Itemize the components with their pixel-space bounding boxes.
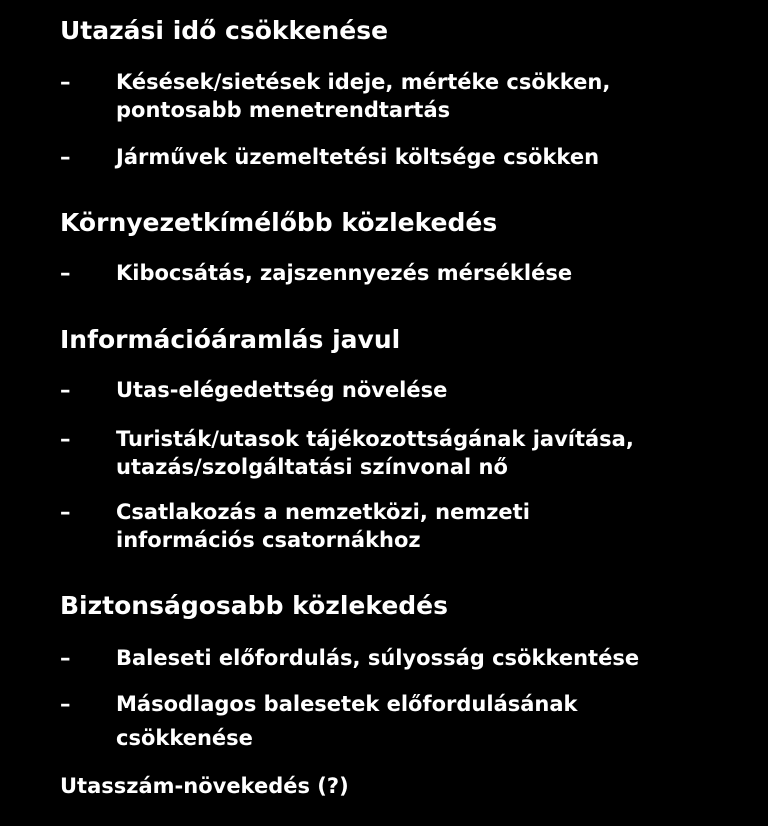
- bullet-text-line: utazás/szolgáltatási színvonal nő: [116, 455, 508, 479]
- bullet-text-line: csökkenése: [116, 726, 253, 750]
- bullet-dash: –: [60, 427, 71, 451]
- section-heading-travel-time: Utazási idő csökkenése: [60, 16, 389, 45]
- bullet-text-line: Másodlagos balesetek előfordulásának: [116, 692, 578, 716]
- bullet-dash: –: [60, 261, 71, 285]
- bullet-dash: –: [60, 692, 71, 716]
- bullet-dash: –: [60, 145, 71, 169]
- bullet-text: [116, 259, 766, 287]
- bullet-dash: –: [60, 646, 71, 670]
- passenger-growth-note: Utasszám-növekedés (?): [60, 774, 349, 798]
- bullet-text: [116, 425, 766, 481]
- bullet-dash: –: [60, 378, 71, 402]
- bullet-dash: –: [60, 500, 71, 524]
- bullet-text-line: Járművek üzemeltetési költsége csökken: [116, 145, 600, 169]
- bullet-text-line: Késések/sietések ideje, mértéke csökken,: [116, 70, 611, 94]
- bullet-text: [116, 376, 766, 404]
- bullet-text-line: információs csatornákhoz: [116, 528, 421, 552]
- bullet-text: [116, 143, 766, 171]
- bullet-text-line: Utas-elégedettség növelése: [116, 378, 448, 402]
- bullet-text-line: pontosabb menetrendtartás: [116, 98, 451, 122]
- bullet-text: [116, 690, 766, 750]
- section-heading-safety: Biztonságosabb közlekedés: [60, 591, 449, 620]
- section-heading-environment: Környezetkímélőbb közlekedés: [60, 208, 498, 237]
- bullet-text: [116, 498, 766, 554]
- bullet-text-line: Kibocsátás, zajszennyezés mérséklése: [116, 261, 573, 285]
- bullet-text: [116, 68, 766, 124]
- bullet-text-line: Csatlakozás a nemzetközi, nemzeti: [116, 500, 530, 524]
- bullet-text: [116, 644, 766, 672]
- bullet-dash: –: [60, 70, 71, 94]
- bullet-text-line: Baleseti előfordulás, súlyosság csökkentése: [116, 646, 640, 670]
- section-heading-information: Információáramlás javul: [60, 325, 401, 354]
- bullet-text-line: Turisták/utasok tájékozottságának javítása,: [116, 427, 634, 451]
